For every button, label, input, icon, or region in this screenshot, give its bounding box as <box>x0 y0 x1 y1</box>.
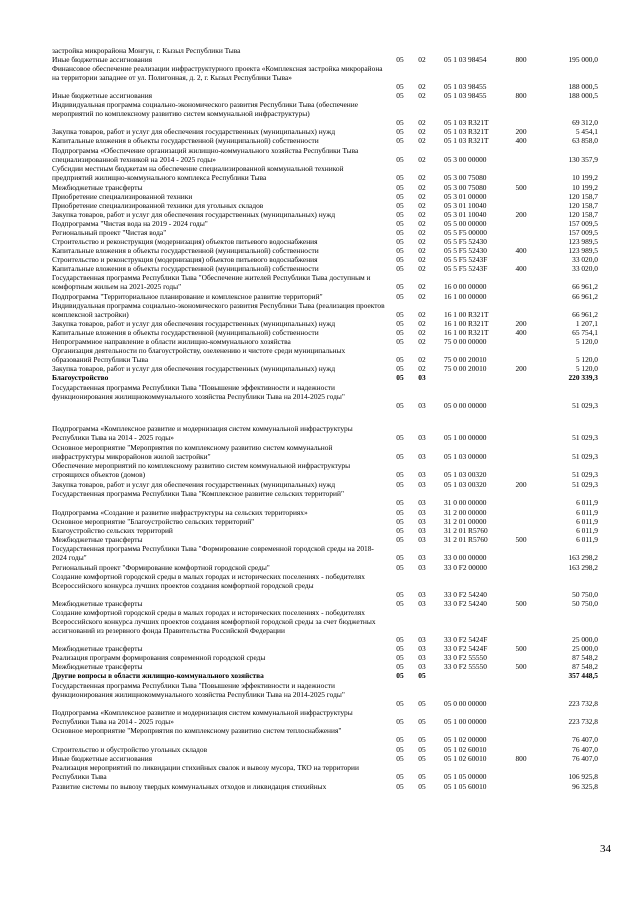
row-name: Основное мероприятие "Мероприятия по комплексному развитию систем теплоснабжения" <box>52 726 342 735</box>
row-amount: 33 020,0 <box>572 255 598 264</box>
row-expense-type: 500 <box>515 644 527 653</box>
row-name: Иные бюджетные ассигнования <box>52 55 153 64</box>
row-target-article: 75 0 00 00000 <box>444 337 487 346</box>
row-amount: 106 925,8 <box>568 772 598 781</box>
row-section: 05 <box>396 508 404 517</box>
row-name: Государственная программа Республики Тыва "Комплексное развитие сельских территорий" <box>52 489 344 498</box>
page-number: 34 <box>600 843 611 855</box>
row-target-article: 16 1 00 R321T <box>444 319 489 328</box>
row-amount: 51 029,3 <box>572 470 598 479</box>
row-target-article: 75 0 00 20010 <box>444 364 487 373</box>
row-section: 05 <box>396 118 404 127</box>
row-name: Развитие системы по вывозу твердых коммунальных отходов и ликвидация стихийных <box>52 782 327 791</box>
row-amount: 220 339,3 <box>568 373 598 382</box>
row-subsection: 03 <box>418 535 426 544</box>
row-target-article: 31 2 01 R5760 <box>444 535 488 544</box>
row-name: Строительство и обустройство угольных складов <box>52 745 208 754</box>
row-subsection: 02 <box>418 328 426 337</box>
row-target-article: 05 1 03 R321T <box>444 136 489 145</box>
row-section: 05 <box>396 264 404 273</box>
row-subsection: 02 <box>418 319 426 328</box>
row-subsection: 05 <box>418 772 426 781</box>
row-name: Создание комфортной городской среды в малых городах и исторических поселениях - победителях Всероссийского конкурса лучших проектов создания комфортной городской среды <box>52 572 365 590</box>
row-subsection: 03 <box>418 590 426 599</box>
row-target-article: 05 5 F5 52430 <box>444 237 487 246</box>
row-subsection: 03 <box>418 373 426 382</box>
row-name: Капитальные вложения в объекты государственной (муниципальной) собственности <box>52 264 319 273</box>
row-amount: 76 407,0 <box>572 735 598 744</box>
row-target-article: 05 1 03 00000 <box>444 452 487 461</box>
row-name: Капитальные вложения в объекты государственной (муниципальной) собственности <box>52 246 319 255</box>
row-target-article: 31 2 00 00000 <box>444 508 487 517</box>
row-section: 05 <box>396 173 404 182</box>
row-target-article: 05 1 05 60010 <box>444 782 487 791</box>
row-section: 05 <box>396 553 404 562</box>
row-section: 05 <box>396 717 404 726</box>
row-amount: 6 011,9 <box>576 535 598 544</box>
row-name: Индивидуальная программа социально-экономического развития Республики Тыва (обеспечение мероприятий по комплексному развитию систем коммунальной инфраструктуры) <box>52 100 358 118</box>
row-target-article: 75 0 00 20010 <box>444 355 487 364</box>
row-expense-type: 500 <box>515 535 527 544</box>
row-subsection: 02 <box>418 82 426 91</box>
row-section: 05 <box>396 772 404 781</box>
row-amount: 63 858,0 <box>572 136 598 145</box>
row-subsection: 03 <box>418 599 426 608</box>
row-target-article: 05 3 01 00000 <box>444 192 487 201</box>
row-target-article: 05 5 F5 5243F <box>444 255 488 264</box>
row-section: 05 <box>396 517 404 526</box>
row-name: Иные бюджетные ассигнования <box>52 91 153 100</box>
row-subsection: 02 <box>418 292 426 301</box>
row-subsection: 03 <box>418 470 426 479</box>
row-subsection: 02 <box>418 201 426 210</box>
row-subsection: 05 <box>418 735 426 744</box>
row-subsection: 02 <box>418 136 426 145</box>
row-amount: 5 120,0 <box>575 364 598 373</box>
row-subsection: 05 <box>418 671 426 680</box>
row-name: Подпрограмма «Комплексное развитие и модернизация систем коммунальной инфраструктуры Республики Тыва на 2014 - 2025 годы» <box>52 708 353 726</box>
row-name: Реализация программ формирования современной городской среды <box>52 653 266 662</box>
row-name: Подпрограмма «Создание и развитие инфраструктуры на сельских территориях» <box>52 508 308 517</box>
row-section: 05 <box>396 310 404 319</box>
row-name: Другие вопросы в области жилищно-коммунального хозяйства <box>52 671 264 680</box>
row-expense-type: 200 <box>515 364 527 373</box>
row-name: Основное мероприятие "Мероприятия по комплексному развитию систем коммунальной инфраструктуры микрорайонов жилой застройки" <box>52 443 333 461</box>
row-expense-type: 200 <box>515 210 527 219</box>
row-subsection: 03 <box>418 553 426 562</box>
row-section: 05 <box>396 91 404 100</box>
row-subsection: 03 <box>418 498 426 507</box>
row-expense-type: 500 <box>515 183 527 192</box>
row-section: 05 <box>396 219 404 228</box>
row-amount: 6 011,9 <box>576 498 598 507</box>
row-subsection: 02 <box>418 155 426 164</box>
row-target-article: 05 1 02 00000 <box>444 735 487 744</box>
row-section: 05 <box>396 192 404 201</box>
row-amount: 65 754,1 <box>572 328 598 337</box>
row-amount: 10 199,2 <box>572 183 598 192</box>
row-expense-type: 400 <box>515 328 527 337</box>
row-target-article: 05 3 00 00000 <box>444 155 487 164</box>
row-section: 05 <box>396 699 404 708</box>
row-section: 05 <box>396 228 404 237</box>
row-subsection: 02 <box>418 183 426 192</box>
row-name: Благоустройство сельских территорий <box>52 526 173 535</box>
row-section: 05 <box>396 563 404 572</box>
row-target-article: 05 1 02 60010 <box>444 754 487 763</box>
row-amount: 130 357,9 <box>568 155 598 164</box>
row-target-article: 05 5 F5 00000 <box>444 228 487 237</box>
row-section: 05 <box>396 644 404 653</box>
row-subsection: 03 <box>418 452 426 461</box>
row-section: 05 <box>396 319 404 328</box>
row-amount: 50 750,0 <box>572 599 598 608</box>
row-subsection: 02 <box>418 310 426 319</box>
row-target-article: 05 0 00 00000 <box>444 699 487 708</box>
row-expense-type: 800 <box>515 55 527 64</box>
row-section: 05 <box>396 599 404 608</box>
row-target-article: 05 3 00 75080 <box>444 173 487 182</box>
row-section: 05 <box>396 328 404 337</box>
row-section: 05 <box>396 282 404 291</box>
row-expense-type: 800 <box>515 91 527 100</box>
row-target-article: 05 1 03 R321T <box>444 127 489 136</box>
row-subsection: 02 <box>418 246 426 255</box>
row-name: Закупка товаров, работ и услуг для обеспечения государственных (муниципальных) нужд <box>52 210 336 219</box>
row-expense-type: 200 <box>515 319 527 328</box>
row-expense-type: 400 <box>515 264 527 273</box>
row-subsection: 02 <box>418 237 426 246</box>
row-name: Реализация мероприятий по ликвидации стихийных свалок и вывозу мусора, ТКО на территории Республики Тыва <box>52 763 359 781</box>
row-section: 05 <box>396 55 404 64</box>
row-subsection: 05 <box>418 717 426 726</box>
row-amount: 6 011,9 <box>576 508 598 517</box>
row-section: 05 <box>396 337 404 346</box>
row-expense-type: 500 <box>515 662 527 671</box>
row-section: 05 <box>396 201 404 210</box>
row-name: Субсидии местным бюджетам на обеспечение специализированной коммунальной техникой предприятий жилищно-коммунального комплекса Республики Тыва <box>52 164 344 182</box>
row-target-article: 05 3 01 10040 <box>444 201 487 210</box>
row-subsection: 05 <box>418 782 426 791</box>
row-expense-type: 400 <box>515 246 527 255</box>
row-target-article: 05 5 F5 5243F <box>444 264 488 273</box>
row-name: Закупка товаров, работ и услуг для обеспечения государственных (муниципальных) нужд <box>52 319 336 328</box>
row-name: Строительство и реконструкция (модернизация) объектов питьевого водоснабжения <box>52 255 318 264</box>
row-target-article: 05 1 03 98454 <box>444 55 487 64</box>
row-amount: 120 158,7 <box>568 201 598 210</box>
row-target-article: 05 3 01 10040 <box>444 210 487 219</box>
row-subsection: 02 <box>418 355 426 364</box>
row-target-article: 05 1 03 98455 <box>444 82 487 91</box>
row-subsection: 02 <box>418 337 426 346</box>
row-amount: 25 000,0 <box>572 644 598 653</box>
row-section: 05 <box>396 590 404 599</box>
row-section: 05 <box>396 401 404 410</box>
row-subsection: 02 <box>418 91 426 100</box>
row-name: Закупка товаров, работ и услуг для обеспечения государственных (муниципальных) нужд <box>52 480 336 489</box>
row-name: Финансовое обеспечение реализации инфраструктурного проекта «Комплексная застройка микрорайона на территории западнее от ул. Полигонная, д. 2, г. Кызыл Республики Тыва» <box>52 64 383 82</box>
row-subsection: 05 <box>418 699 426 708</box>
row-target-article: 05 1 05 00000 <box>444 772 487 781</box>
row-name: Подпрограмма "Территориальное планирование и комплексное развитие территорий" <box>52 292 323 301</box>
row-amount: 120 158,7 <box>568 210 598 219</box>
row-name: Региональный проект "Формирование комфортной городской среды" <box>52 563 270 572</box>
row-section: 05 <box>396 136 404 145</box>
row-section: 05 <box>396 292 404 301</box>
row-amount: 76 407,0 <box>572 745 598 754</box>
row-target-article: 05 1 03 00320 <box>444 470 487 479</box>
row-section: 05 <box>396 754 404 763</box>
row-subsection: 02 <box>418 55 426 64</box>
row-subsection: 02 <box>418 219 426 228</box>
row-subsection: 02 <box>418 118 426 127</box>
row-name: Межбюджетные трансферты <box>52 599 143 608</box>
row-amount: 51 029,3 <box>572 480 598 489</box>
row-amount: 1 207,1 <box>575 319 598 328</box>
row-target-article: 16 1 00 R321T <box>444 328 489 337</box>
row-subsection: 03 <box>418 401 426 410</box>
row-expense-type: 200 <box>515 480 527 489</box>
row-amount: 123 989,5 <box>568 246 598 255</box>
row-target-article: 33 0 F2 00000 <box>444 563 487 572</box>
row-name: Государственная программа Республики Тыва "Обеспечение жителей Республики Тыва доступным и комфортным жильем на 2021-2025 годы" <box>52 273 371 291</box>
row-target-article: 33 0 F2 55550 <box>444 653 487 662</box>
row-name: Подпрограмма «Комплексное развитие и модернизация систем коммунальной инфраструктуры Республики Тыва на 2014 - 2025 годы» <box>52 424 353 442</box>
row-amount: 5 120,0 <box>575 337 598 346</box>
row-expense-type: 200 <box>515 127 527 136</box>
row-amount: 76 407,0 <box>572 754 598 763</box>
row-section: 05 <box>396 635 404 644</box>
row-name: Государственная программа Республики Тыва "Повышение эффективности и надежности функционирования жилищнокоммунального хозяйства Республики Тыва на 2014-2025 годы" <box>52 383 345 401</box>
row-section: 05 <box>396 745 404 754</box>
row-section: 05 <box>396 155 404 164</box>
row-amount: 157 009,5 <box>568 228 598 237</box>
row-name: Межбюджетные трансферты <box>52 644 143 653</box>
row-amount: 157 009,5 <box>568 219 598 228</box>
row-target-article: 33 0 F2 5424F <box>444 644 488 653</box>
row-section: 05 <box>396 210 404 219</box>
row-subsection: 03 <box>418 662 426 671</box>
row-subsection: 05 <box>418 754 426 763</box>
row-target-article: 16 1 00 R321T <box>444 310 489 319</box>
row-section: 05 <box>396 255 404 264</box>
row-subsection: 03 <box>418 563 426 572</box>
row-amount: 120 158,7 <box>568 192 598 201</box>
row-target-article: 33 0 F2 54240 <box>444 599 487 608</box>
row-section: 05 <box>396 653 404 662</box>
row-target-article: 05 3 00 75080 <box>444 183 487 192</box>
row-amount: 96 325,8 <box>572 782 598 791</box>
row-amount: 195 000,0 <box>568 55 598 64</box>
row-subsection: 03 <box>418 526 426 535</box>
row-name: Иные бюджетные ассигнования <box>52 754 153 763</box>
row-target-article: 16 1 00 00000 <box>444 292 487 301</box>
row-name: Организация деятельности по благоустройству, озеленению и чистоте среди муниципальных образований Республики Тыва <box>52 346 346 364</box>
row-subsection: 03 <box>418 480 426 489</box>
row-expense-type: 400 <box>515 136 527 145</box>
row-name: Непрограммное направление в области жилищно-коммунального хозяйства <box>52 337 291 346</box>
row-name: Закупка товаров, работ и услуг для обеспечения государственных (муниципальных) нужд <box>52 364 336 373</box>
row-amount: 66 961,2 <box>572 310 598 319</box>
row-amount: 51 029,3 <box>572 433 598 442</box>
row-section: 05 <box>396 183 404 192</box>
row-target-article: 05 1 03 98455 <box>444 91 487 100</box>
row-section: 05 <box>396 452 404 461</box>
row-name: Обеспечение мероприятий по комплексному развитию систем коммунальной инфраструктуры строящихся объектов (домов) <box>52 461 351 479</box>
row-name: Основное мероприятие "Благоустройство сельских территорий" <box>52 517 255 526</box>
row-subsection: 03 <box>418 508 426 517</box>
row-name: Подпрограмма "Чистая вода на 2019 - 2024 годы" <box>52 219 208 228</box>
row-section: 05 <box>396 671 404 680</box>
row-name: Капитальные вложения в объекты государственной (муниципальной) собственности <box>52 136 319 145</box>
row-target-article: 16 0 00 00000 <box>444 282 487 291</box>
row-amount: 188 000,5 <box>568 91 598 100</box>
row-section: 05 <box>396 82 404 91</box>
row-section: 05 <box>396 127 404 136</box>
row-target-article: 33 0 F2 55550 <box>444 662 487 671</box>
row-expense-type: 800 <box>515 754 527 763</box>
row-name: Межбюджетные трансферты <box>52 535 143 544</box>
row-subsection: 05 <box>418 745 426 754</box>
row-target-article: 05 5 F5 52430 <box>444 246 487 255</box>
row-name: Государственная программа Республики Тыва "Повышение эффективности и надежности функционирования жилищнокоммунального хозяйства Республики Тыва на 2014-2025 годы" <box>52 681 345 699</box>
row-section: 05 <box>396 535 404 544</box>
row-name: Государственная программа Республики Тыва "Формирование современной городской среды на 2018-2024 годы" <box>52 544 374 562</box>
row-amount: 66 961,2 <box>572 292 598 301</box>
row-name: Строительство и реконструкция (модернизация) объектов питьевого водоснабжения <box>52 237 318 246</box>
row-section: 05 <box>396 364 404 373</box>
row-name: Капитальные вложения в объекты государственной (муниципальной) собственности <box>52 328 319 337</box>
row-section: 05 <box>396 526 404 535</box>
row-target-article: 31 0 00 00000 <box>444 498 487 507</box>
row-target-article: 31 2 01 00000 <box>444 517 487 526</box>
row-subsection: 03 <box>418 433 426 442</box>
row-expense-type: 500 <box>515 599 527 608</box>
row-section: 05 <box>396 470 404 479</box>
row-subsection: 02 <box>418 264 426 273</box>
row-subsection: 02 <box>418 127 426 136</box>
row-name: Региональный проект "Чистая вода" <box>52 228 167 237</box>
row-name: Индивидуальная программа социально-экономического развития Республики Тыва (реализация проектов комплексной застройки) <box>52 301 385 319</box>
row-amount: 51 029,3 <box>572 401 598 410</box>
row-amount: 66 961,2 <box>572 282 598 291</box>
row-target-article: 05 1 00 00000 <box>444 433 487 442</box>
row-amount: 6 011,9 <box>576 526 598 535</box>
row-amount: 10 199,2 <box>572 173 598 182</box>
row-amount: 25 000,0 <box>572 635 598 644</box>
row-subsection: 02 <box>418 255 426 264</box>
row-amount: 357 448,5 <box>568 671 598 680</box>
row-amount: 5 120,0 <box>575 355 598 364</box>
row-target-article: 33 0 F2 54240 <box>444 590 487 599</box>
row-section: 05 <box>396 237 404 246</box>
row-name: Межбюджетные трансферты <box>52 662 143 671</box>
row-section: 05 <box>396 782 404 791</box>
row-name: Межбюджетные трансферты <box>52 183 143 192</box>
row-amount: 223 732,8 <box>568 717 598 726</box>
row-subsection: 03 <box>418 517 426 526</box>
row-section: 05 <box>396 373 404 382</box>
row-subsection: 02 <box>418 282 426 291</box>
row-subsection: 03 <box>418 653 426 662</box>
row-name: Подпрограмма «Обеспечение организаций жилищно-коммунального хозяйства Республики Тыва специализированной техникой на 2014 - 2025 годы» <box>52 146 359 164</box>
row-target-article: 33 0 F2 5424F <box>444 635 488 644</box>
row-subsection: 02 <box>418 210 426 219</box>
row-subsection: 03 <box>418 635 426 644</box>
row-name: застройка микрорайона Монгун, г. Кызыл Республики Тыва <box>52 46 241 55</box>
row-section: 05 <box>396 433 404 442</box>
row-subsection: 02 <box>418 173 426 182</box>
row-section: 05 <box>396 662 404 671</box>
row-amount: 87 548,2 <box>572 662 598 671</box>
row-section: 05 <box>396 735 404 744</box>
row-amount: 6 011,9 <box>576 517 598 526</box>
row-section: 05 <box>396 480 404 489</box>
row-subsection: 02 <box>418 228 426 237</box>
row-target-article: 05 1 03 00320 <box>444 480 487 489</box>
row-target-article: 05 1 02 60010 <box>444 745 487 754</box>
row-amount: 188 000,5 <box>568 82 598 91</box>
row-name: Приобретение специализированной техники для угольных складов <box>52 201 264 210</box>
row-amount: 51 029,3 <box>572 452 598 461</box>
row-target-article: 05 1 00 00000 <box>444 717 487 726</box>
row-name: Приобретение специализированной техники <box>52 192 193 201</box>
row-amount: 87 548,2 <box>572 653 598 662</box>
row-name: Закупка товаров, работ и услуг для обеспечения государственных (муниципальных) нужд <box>52 127 336 136</box>
row-amount: 123 989,5 <box>568 237 598 246</box>
row-name: Создание комфортной городской среды в малых городах и исторических поселениях - победителях Всероссийского конкурса лучших проектов создания комфортной городской среды за счет бюджетных ассигнований из резервного фонда Правительства Российской Федерации <box>52 608 376 635</box>
row-amount: 163 298,2 <box>568 553 598 562</box>
row-target-article: 05 0 00 00000 <box>444 401 487 410</box>
row-target-article: 05 5 00 00000 <box>444 219 487 228</box>
row-name: Благоустройство <box>52 373 109 382</box>
row-target-article: 05 1 03 R321T <box>444 118 489 127</box>
row-subsection: 02 <box>418 364 426 373</box>
row-amount: 69 312,0 <box>572 118 598 127</box>
row-section: 05 <box>396 246 404 255</box>
row-amount: 223 732,8 <box>568 699 598 708</box>
row-section: 05 <box>396 498 404 507</box>
row-subsection: 03 <box>418 644 426 653</box>
row-section: 05 <box>396 355 404 364</box>
row-amount: 33 020,0 <box>572 264 598 273</box>
row-amount: 5 454,1 <box>575 127 598 136</box>
row-target-article: 31 2 01 R5760 <box>444 526 488 535</box>
row-subsection: 02 <box>418 192 426 201</box>
row-amount: 163 298,2 <box>568 563 598 572</box>
row-amount: 50 750,0 <box>572 590 598 599</box>
row-target-article: 33 0 00 00000 <box>444 553 487 562</box>
